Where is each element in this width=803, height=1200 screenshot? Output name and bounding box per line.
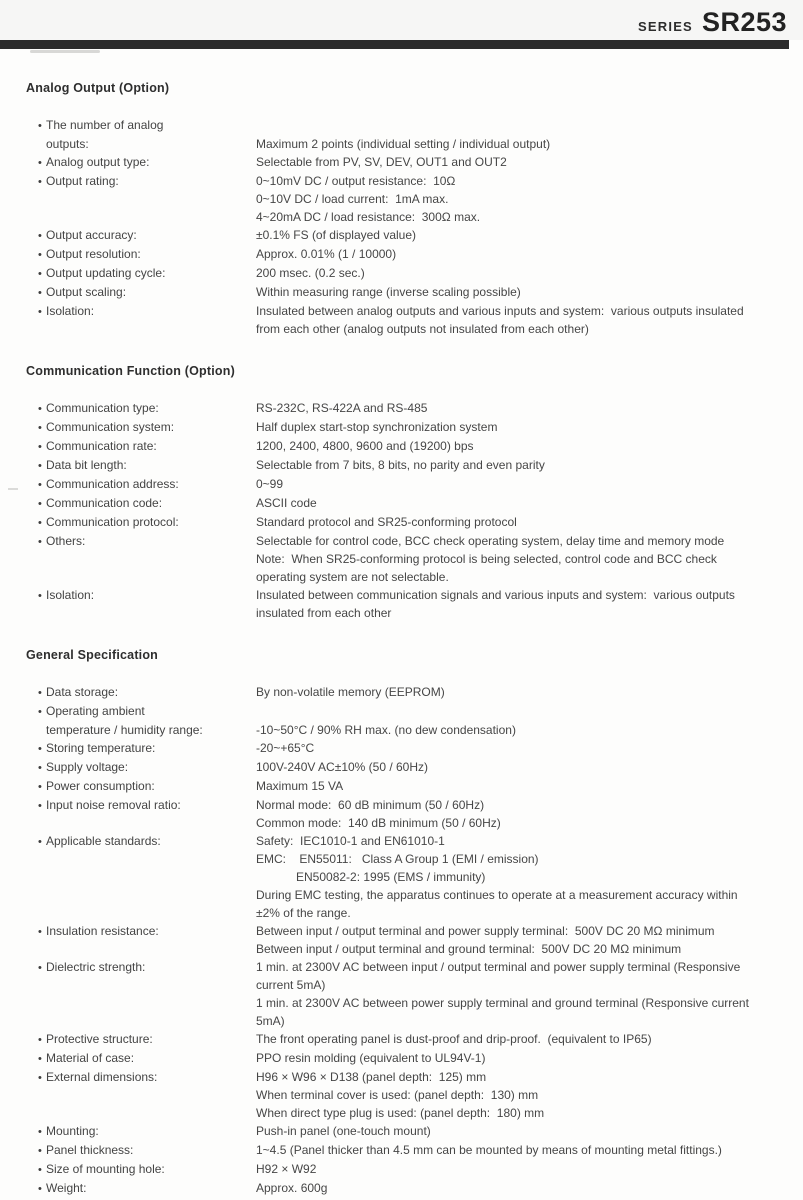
spec-value-line: Within measuring range (inverse scaling possible)	[256, 285, 521, 299]
spec-value	[256, 832, 803, 922]
spec-label-text: Mounting:	[46, 1124, 99, 1138]
spec-value-line: The front operating panel is dust-proof and drip-proof. (equivalent to IP65)	[256, 1032, 652, 1046]
spec-label	[26, 958, 256, 1030]
spec-value	[256, 958, 803, 1030]
spec-value-line: Push-in panel (one-touch mount)	[256, 1124, 431, 1138]
spec-value-line: -10~50°C / 90% RH max. (no dew condensation)	[256, 723, 516, 737]
spec-row	[26, 494, 803, 513]
spec-row	[26, 283, 803, 302]
spec-value-line: 200 msec. (0.2 sec.)	[256, 266, 365, 280]
spec-row	[26, 1068, 803, 1122]
spec-value-line: Standard protocol and SR25-conforming protocol	[256, 515, 517, 529]
spec-value	[256, 226, 803, 245]
bullet-icon	[38, 1049, 46, 1068]
spec-row	[26, 1030, 803, 1049]
spec-row	[26, 1160, 803, 1179]
bullet-icon	[38, 1160, 46, 1179]
spec-label-text: Others:	[46, 534, 86, 548]
spec-value	[256, 1068, 803, 1122]
section-title: Communication Function (Option)	[26, 364, 235, 378]
spec-value-line: Selectable from PV, SV, DEV, OUT1 and OUT2	[256, 155, 507, 169]
spec-value	[256, 153, 803, 172]
spec-value	[256, 245, 803, 264]
spec-row	[26, 721, 803, 739]
spec-label	[26, 264, 256, 283]
spec-label	[26, 116, 256, 135]
spec-label	[26, 922, 256, 958]
spec-row	[26, 513, 803, 532]
spec-label	[26, 513, 256, 532]
bullet-icon	[38, 226, 46, 245]
spec-value-line: RS-232C, RS-422A and RS-485	[256, 401, 428, 415]
spec-value	[256, 739, 803, 758]
spec-value	[256, 683, 803, 702]
spec-label-text: Communication address:	[46, 477, 179, 491]
spec-row	[26, 437, 803, 456]
spec-row	[26, 264, 803, 283]
spec-value	[256, 586, 803, 622]
spec-label	[26, 1030, 256, 1049]
spec-label	[26, 172, 256, 226]
bullet-icon	[38, 1068, 46, 1087]
spec-label	[26, 1122, 256, 1141]
spec-value-line: By non-volatile memory (EEPROM)	[256, 685, 445, 699]
spec-row	[26, 1141, 803, 1160]
spec-label	[26, 1068, 256, 1122]
spec-label	[26, 475, 256, 494]
spec-label-text: Power consumption:	[46, 779, 155, 793]
spec-label-text: Panel thickness:	[46, 1143, 134, 1157]
spec-label-text: Operating ambient	[46, 704, 145, 718]
bullet-icon	[38, 264, 46, 283]
spec-label-text: Communication protocol:	[46, 515, 179, 529]
spec-value-line: Normal mode: 60 dB minimum (50 / 60Hz)	[256, 798, 485, 812]
spec-row	[26, 922, 803, 958]
bullet-icon	[38, 153, 46, 172]
series-label: SERIES	[638, 19, 693, 34]
bullet-icon	[38, 796, 46, 815]
spec-value	[256, 302, 803, 338]
spec-label	[26, 702, 256, 721]
spec-value-line: Insulated between communication signals and various inputs and system: various outputs	[256, 588, 735, 602]
spec-label	[26, 245, 256, 264]
spec-value	[256, 116, 803, 135]
bullet-icon	[38, 702, 46, 721]
spec-value	[256, 437, 803, 456]
spec-value-line: During EMC testing, the apparatus continues to operate at a measurement accuracy within	[256, 888, 738, 902]
spec-section	[26, 648, 803, 1198]
spec-label-text: Output resolution:	[46, 247, 141, 261]
spec-label-text: Data storage:	[46, 685, 119, 699]
spec-label-text: Isolation:	[46, 304, 95, 318]
spec-value-line: ±2% of the range.	[256, 906, 351, 920]
spec-label-text: Input noise removal ratio:	[46, 798, 181, 812]
spec-label	[26, 1179, 256, 1198]
bullet-icon	[38, 302, 46, 321]
spec-value	[256, 721, 803, 739]
spec-value-line: H92 × W92	[256, 1162, 317, 1176]
spec-value-line: When direct type plug is used: (panel depth: 180) mm	[256, 1106, 545, 1120]
spec-value	[256, 513, 803, 532]
spec-label-text: outputs:	[46, 137, 89, 151]
spec-value-line: Selectable from 7 bits, 8 bits, no parity and even parity	[256, 458, 545, 472]
spec-label	[26, 456, 256, 475]
spec-value	[256, 532, 803, 586]
spec-value	[256, 418, 803, 437]
spec-label-text: Protective structure:	[46, 1032, 153, 1046]
spec-rows	[26, 683, 803, 1198]
spec-label	[26, 1141, 256, 1160]
spec-value	[256, 399, 803, 418]
spec-value-line: from each other (analog outputs not insulated from each other)	[256, 322, 589, 336]
spec-value-line: operating system are not selectable.	[256, 570, 449, 584]
spec-label-text: Applicable standards:	[46, 834, 161, 848]
bullet-icon	[38, 832, 46, 851]
bullet-icon	[38, 1179, 46, 1198]
spec-value-line: EN50082-2: 1995 (EMS / immunity)	[256, 870, 486, 884]
spec-label	[26, 399, 256, 418]
section-title: Analog Output (Option)	[26, 81, 170, 95]
spec-section	[26, 81, 803, 338]
spec-row	[26, 153, 803, 172]
spec-value-line: Approx. 0.01% (1 / 10000)	[256, 247, 397, 261]
spec-value-line: 1~4.5 (Panel thicker than 4.5 mm can be mounted by means of mounting metal fittings.)	[256, 1143, 722, 1157]
bullet-icon	[38, 1141, 46, 1160]
spec-label-text: Analog output type:	[46, 155, 150, 169]
spec-value-line: PPO resin molding (equivalent to UL94V-1)	[256, 1051, 486, 1065]
spec-label	[26, 532, 256, 586]
bullet-icon	[38, 513, 46, 532]
bullet-icon	[38, 437, 46, 456]
bullet-icon	[38, 494, 46, 513]
spec-label	[26, 494, 256, 513]
bullet-icon	[38, 456, 46, 475]
bullet-icon	[38, 475, 46, 494]
spec-row	[26, 532, 803, 586]
spec-row	[26, 1049, 803, 1068]
spec-value-line: -20~+65°C	[256, 741, 315, 755]
spec-label	[26, 302, 256, 338]
spec-label	[26, 758, 256, 777]
spec-sections	[0, 81, 803, 1198]
spec-row	[26, 226, 803, 245]
spec-value	[256, 1160, 803, 1179]
spec-value-line: H96 × W96 × D138 (panel depth: 125) mm	[256, 1070, 487, 1084]
bullet-icon	[38, 283, 46, 302]
spec-row	[26, 475, 803, 494]
spec-label	[26, 283, 256, 302]
spec-rows	[26, 116, 803, 338]
bullet-icon	[38, 586, 46, 605]
spec-value-line: current 5mA)	[256, 978, 326, 992]
spec-value-line: Between input / output terminal and ground terminal: 500V DC 20 MΩ minimum	[256, 942, 682, 956]
bullet-icon	[38, 758, 46, 777]
model-number: SR253	[701, 6, 787, 37]
spec-label-text: Isolation:	[46, 588, 95, 602]
spec-label-text: Output updating cycle:	[46, 266, 166, 280]
spec-value-line: Approx. 600g	[256, 1181, 328, 1195]
spec-section	[26, 364, 803, 622]
spec-label	[26, 796, 256, 832]
spec-value-line: insulated from each other	[256, 606, 392, 620]
spec-label-text: The number of analog	[46, 118, 164, 132]
spec-value	[256, 1049, 803, 1068]
spec-value-line: Maximum 15 VA	[256, 779, 344, 793]
spec-label	[26, 418, 256, 437]
spec-value-line: 0~99	[256, 477, 284, 491]
spec-row	[26, 958, 803, 1030]
header-rule	[0, 40, 789, 49]
spec-value	[256, 456, 803, 475]
spec-value-line: 1 min. at 2300V AC between input / output terminal and power supply terminal (Responsive	[256, 960, 741, 974]
bullet-icon	[38, 1030, 46, 1049]
spec-rows	[26, 399, 803, 622]
bullet-icon	[38, 683, 46, 702]
spec-label-text: Data bit length:	[46, 458, 127, 472]
spec-label	[26, 721, 256, 739]
spec-value-line: When terminal cover is used: (panel depth: 130) mm	[256, 1088, 539, 1102]
spec-row	[26, 586, 803, 622]
spec-label	[26, 135, 256, 153]
spec-value-line: 0~10mV DC / output resistance: 10Ω	[256, 174, 456, 188]
spec-label	[26, 226, 256, 245]
spec-value	[256, 264, 803, 283]
spec-value	[256, 475, 803, 494]
spec-label-text: Weight:	[46, 1181, 87, 1195]
spec-label-text: Communication system:	[46, 420, 175, 434]
spec-value	[256, 1179, 803, 1198]
spec-label	[26, 586, 256, 622]
spec-value	[256, 702, 803, 721]
spec-label-text: Dielectric strength:	[46, 960, 146, 974]
spec-value	[256, 758, 803, 777]
spec-value	[256, 1030, 803, 1049]
spec-label-text: Output accuracy:	[46, 228, 137, 242]
bullet-icon	[38, 399, 46, 418]
spec-value	[256, 796, 803, 832]
spec-label-text: Output scaling:	[46, 285, 127, 299]
spec-row	[26, 245, 803, 264]
bullet-icon	[38, 958, 46, 977]
spec-value-line: ±0.1% FS (of displayed value)	[256, 228, 416, 242]
spec-row	[26, 172, 803, 226]
scan-artifact	[8, 488, 18, 490]
spec-row	[26, 456, 803, 475]
spec-label-text: Communication code:	[46, 496, 163, 510]
bullet-icon	[38, 922, 46, 941]
spec-row	[26, 739, 803, 758]
bullet-icon	[38, 418, 46, 437]
spec-row	[26, 683, 803, 702]
spec-value-line: Insulated between analog outputs and various inputs and system: various outputs insulated	[256, 304, 744, 318]
spec-value-line: 1200, 2400, 4800, 9600 and (19200) bps	[256, 439, 474, 453]
spec-row	[26, 1179, 803, 1198]
bullet-icon	[38, 777, 46, 796]
spec-label-text: Supply voltage:	[46, 760, 129, 774]
spec-row	[26, 758, 803, 777]
spec-label	[26, 832, 256, 922]
spec-row	[26, 399, 803, 418]
spec-label-text: Communication type:	[46, 401, 159, 415]
bullet-icon	[38, 245, 46, 264]
spec-value	[256, 1141, 803, 1160]
spec-label-text: Communication rate:	[46, 439, 157, 453]
spec-label-text: temperature / humidity range:	[46, 723, 203, 737]
bullet-icon	[38, 739, 46, 758]
spec-value	[256, 135, 803, 153]
spec-row	[26, 777, 803, 796]
spec-label	[26, 437, 256, 456]
spec-value-line: Selectable for control code, BCC check operating system, delay time and memory mode	[256, 534, 725, 548]
spec-label-text: Storing temperature:	[46, 741, 156, 755]
spec-value-line: 1 min. at 2300V AC between power supply terminal and ground terminal (Responsive current	[256, 996, 749, 1010]
spec-row	[26, 302, 803, 338]
bullet-icon	[38, 1122, 46, 1141]
spec-row	[26, 1122, 803, 1141]
spec-value	[256, 494, 803, 513]
spec-row	[26, 116, 803, 135]
spec-label	[26, 683, 256, 702]
spec-value-line: Note: When SR25-conforming protocol is being selected, control code and BCC check	[256, 552, 717, 566]
spec-label-text: Size of mounting hole:	[46, 1162, 165, 1176]
spec-value-line: Common mode: 140 dB minimum (50 / 60Hz)	[256, 816, 501, 830]
spec-value-line: 4~20mA DC / load resistance: 300Ω max.	[256, 210, 481, 224]
spec-value-line: ASCII code	[256, 496, 317, 510]
spec-row	[26, 702, 803, 721]
spec-value-line: EMC: EN55011: Class A Group 1 (EMI / emission)	[256, 852, 539, 866]
spec-value	[256, 283, 803, 302]
spec-value-line: Maximum 2 points (individual setting / individual output)	[256, 137, 551, 151]
spec-value-line: Safety: IEC1010-1 and EN61010-1	[256, 834, 445, 848]
spec-label-text: Insulation resistance:	[46, 924, 159, 938]
spec-label	[26, 777, 256, 796]
spec-label-text: Output rating:	[46, 174, 119, 188]
spec-value	[256, 1122, 803, 1141]
spec-row	[26, 832, 803, 922]
spec-label	[26, 153, 256, 172]
spec-value	[256, 922, 803, 958]
spec-value-line: Half duplex start-stop synchronization system	[256, 420, 498, 434]
spec-row	[26, 135, 803, 153]
bullet-icon	[38, 532, 46, 551]
spec-value-line: Between input / output terminal and power supply terminal: 500V DC 20 MΩ minimum	[256, 924, 715, 938]
spec-label-text: External dimensions:	[46, 1070, 158, 1084]
spec-label	[26, 1049, 256, 1068]
scan-artifact	[30, 50, 100, 53]
spec-value	[256, 172, 803, 226]
spec-label	[26, 1160, 256, 1179]
spec-value-line: 0~10V DC / load current: 1mA max.	[256, 192, 449, 206]
spec-row	[26, 796, 803, 832]
bullet-icon	[38, 116, 46, 135]
page-header	[0, 0, 803, 40]
spec-label-text: Material of case:	[46, 1051, 135, 1065]
bullet-icon	[38, 172, 46, 191]
spec-label	[26, 739, 256, 758]
spec-value-line: 5mA)	[256, 1014, 285, 1028]
section-title: General Specification	[26, 648, 159, 662]
spec-value	[256, 777, 803, 796]
spec-value-line: 100V-240V AC±10% (50 / 60Hz)	[256, 760, 429, 774]
spec-row	[26, 418, 803, 437]
